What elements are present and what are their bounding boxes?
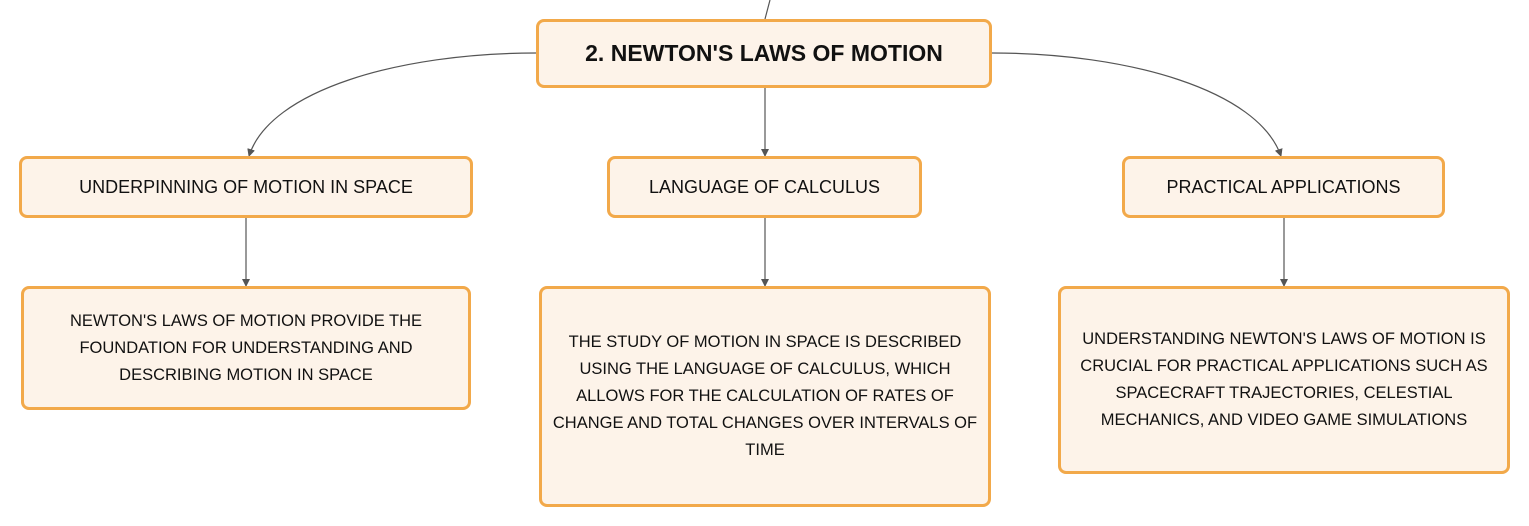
topic-node-label: LANGUAGE OF CALCULUS xyxy=(648,176,881,197)
topic-node-label: PRACTICAL APPLICATIONS xyxy=(1166,176,1401,197)
connector-root-to-topic-3 xyxy=(992,53,1281,156)
detail-node-text: UNDERSTANDING NEWTON'S LAWS OF MOTION IS CRUCIAL FOR PRACTICAL APPLICATIONS SUCH AS SPACECRAFT TRAJECTORIES, CELESTIAL MECHANICS, AND VIDEO GAME SIMULATIONS xyxy=(1080,330,1488,429)
detail-node-applications[interactable] xyxy=(1058,286,1510,474)
detail-node-text: NEWTON'S LAWS OF MOTION PROVIDE THE FOUNDATION FOR UNDERSTANDING AND DESCRIBING MOTION IN SPACE xyxy=(69,311,423,384)
detail-node-text: THE STUDY OF MOTION IN SPACE IS DESCRIBED USING THE LANGUAGE OF CALCULUS, WHICH ALLOWS FOR THE CALCULATION OF RATES OF CHANGE AND TOTAL CHANGES OVER INTERVALS OF TIME xyxy=(552,333,978,459)
root-node-label: 2. NEWTON'S LAWS OF MOTION xyxy=(585,40,943,66)
topic-node-calculus[interactable] xyxy=(607,156,922,218)
detail-node-calculus[interactable] xyxy=(539,286,991,507)
detail-node-underpinning[interactable] xyxy=(21,286,471,410)
root-node[interactable] xyxy=(536,19,992,88)
connector-root-to-topic-1 xyxy=(249,53,536,156)
topic-node-label: UNDERPINNING OF MOTION IN SPACE xyxy=(79,176,413,197)
incoming-connector xyxy=(765,0,770,19)
topic-node-underpinning[interactable] xyxy=(19,156,473,218)
topic-node-applications[interactable] xyxy=(1122,156,1445,218)
